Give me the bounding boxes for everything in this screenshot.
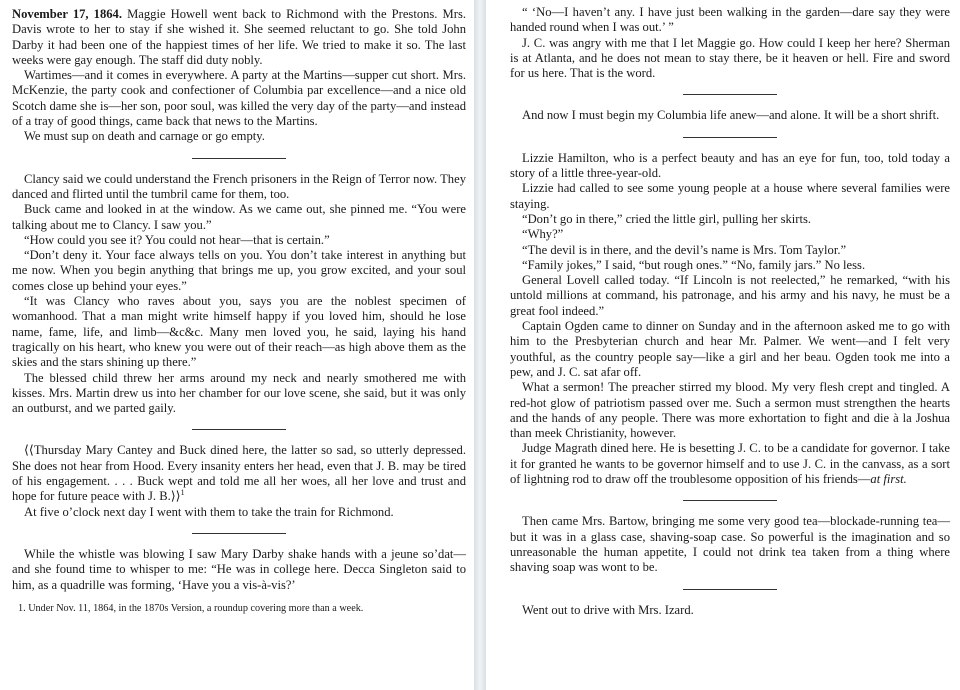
paragraph: “ ‘No—I haven’t any. I have just been walking in the garden—dare say they were handed round when I was out.’ ”: [510, 5, 950, 35]
section-divider: [192, 158, 286, 159]
book-gutter: [474, 0, 486, 690]
section-divider: [192, 533, 286, 534]
paragraph: What a sermon! The preacher stirred my blood. My very flesh crept and tingled. A red-hot glow of patriotism passed over me. Such a sermon must strengthen the hearts and the hands of any people. There was more exhortation to fight and die à la Joshua than meek Christianity, however.: [510, 380, 950, 441]
right-page: [486, 0, 960, 690]
right-column: [510, 5, 950, 618]
emphasis-text: at first.: [870, 472, 907, 487]
paragraph-text: Maggie Howell went back to Richmond with the Prestons. Mrs. Davis wrote to her to stay if she wished it. She seemed reluctant to go. She told John Darby it had been one of the happiest times of her life. We tried to make it so. The last weeks were gay enough. The staff did duty nobly.: [12, 7, 466, 67]
paragraph: “Family jokes,” I said, “but rough ones.” “No, family jars.” No less.: [522, 257, 866, 272]
paragraph: Clancy said we could understand the French prisoners in the Reign of Terror now. They danced and flirted until the tumbril came for them, too.: [12, 171, 466, 201]
paragraph: Lizzie Hamilton, who is a perfect beauty and has an eye for fun, too, told today a story of a little three-year-old.: [510, 150, 950, 181]
paragraph: Captain Ogden came to dinner on Sunday and in the afternoon asked me to go with him to the Presbyterian church and hear Mr. Palmer. We went—and I felt very youthful, as the country people say—like a girl and her beau. Ogden took me into a pew, and J. C. sat afar off.: [510, 319, 950, 379]
paragraph: “Don’t go in there,” cried the little girl, pulling her skirts.: [522, 211, 812, 226]
paragraph: Went out to drive with Mrs. Izard.: [522, 602, 694, 617]
paragraph: [510, 441, 950, 487]
paragraph: At five o’clock next day I went with them to take the train for Richmond.: [24, 504, 394, 519]
paragraph: Buck came and looked in at the window. As we came out, she pinned me. “You were talking about me to Clancy. I saw you.”: [12, 202, 466, 232]
footnote: 1. Under Nov. 11, 1864, in the 1870s Version, a roundup covering more than a week.: [18, 602, 364, 614]
paragraph: “Don’t deny it. Your face always tells on you. You don’t take interest in anything but me now. When you begin anything that brings me up, you grow excited, and your soul comes close up behind your eyes.”: [12, 248, 466, 293]
entry-date: November 17, 1864.: [12, 7, 122, 21]
paragraph: “It was Clancy who raves about you, says you are the noblest specimen of womanhood. That a man might write himself happy if you loved him, should he lose name, fame, life, and limb—&c&c. Many men loved you, he said, laying his hand tragically on his heart, who knew you were out of their reach—as high above them as the skies and the stars shining up there.”: [12, 294, 466, 370]
section-divider: [683, 137, 777, 138]
paragraph: Lizzie had called to see some young people at a house where several families were staying.: [510, 181, 950, 211]
left-page: [0, 0, 474, 690]
paragraph: J. C. was angry with me that I let Maggie go. How could I keep her here? Sherman is at Atlanta, and he does not mean to stay there, be it heaven or hell. Fire and sword for us here. That is the word.: [510, 35, 950, 81]
paragraph: [12, 7, 466, 68]
footnote-marker: 1: [180, 488, 185, 498]
paragraph: “The devil is in there, and the devil’s name is Mrs. Tom Taylor.”: [522, 242, 847, 257]
paragraph: The blessed child threw her arms around my neck and nearly smothered me with kisses. Mrs. Martin drew us into her chamber for our love scene, she said, but it was only an outburst, and we parted gaily.: [12, 370, 466, 416]
left-column: [12, 7, 466, 615]
paragraph: “How could you see it? You could not hear—that is certain.”: [24, 232, 330, 247]
paragraph: While the whistle was blowing I saw Mary Darby shake hands with a jeune so’dat—and she found time to whisper to me: “He was in college here. Decca Singleton said to him, as a quadrille was forming, ‘Have you a vis-à-vis?’: [12, 546, 466, 592]
paragraph: [12, 443, 466, 504]
paragraph: We must sup on death and carnage or go empty.: [24, 129, 265, 144]
paragraph: General Lovell called today. “If Lincoln is not reelected,” he remarked, “with his untold millions at command, his patronage, and his army and his navy, he must be a great fool indeed.”: [510, 273, 950, 318]
section-divider: [683, 500, 777, 501]
paragraph-text: Judge Magrath dined here. He is besetting J. C. to be a candidate for governor. I take it for granted he wants to be governor himself and to use J. C. in the canvass, as a sort of lightning rod to draw off the troublesome opposition of his friends—: [510, 441, 950, 487]
paragraph: And now I must begin my Columbia life anew—and alone. It will be a short shrift.: [522, 108, 940, 123]
section-divider: [683, 94, 777, 95]
paragraph: Then came Mrs. Bartow, bringing me some very good tea—blockade-running tea—but it was in a glass case, shaving-soap case. So powerful is the imagination and so unreasonable the human appetite, I could not drink tea taken from a thing where shaving soap was wont to be.: [510, 514, 950, 575]
section-divider: [192, 429, 286, 430]
paragraph: “Why?”: [522, 227, 564, 242]
section-divider: [683, 589, 777, 590]
paragraph-text: ⟨⟨Thursday Mary Cantey and Buck dined here, the latter so sad, so utterly depressed. She does not hear from Hood. Every insanity enters her head, even that J. B. may be tired of his engagement. . . . Buck wept and told me all her woes, all her love and trust and hope for future peace with J. B.⟩⟩: [12, 443, 466, 504]
paragraph: Wartimes—and it comes in everywhere. A party at the Martins—supper cut short. Mrs. McKenzie, the party cook and confectioner of Columbia par excellence—and a nice old Scotch dame she is—her son, poor soul, was killed the very day of the party—and instead of a tray of good things, came back that news to the Martins.: [12, 68, 466, 129]
